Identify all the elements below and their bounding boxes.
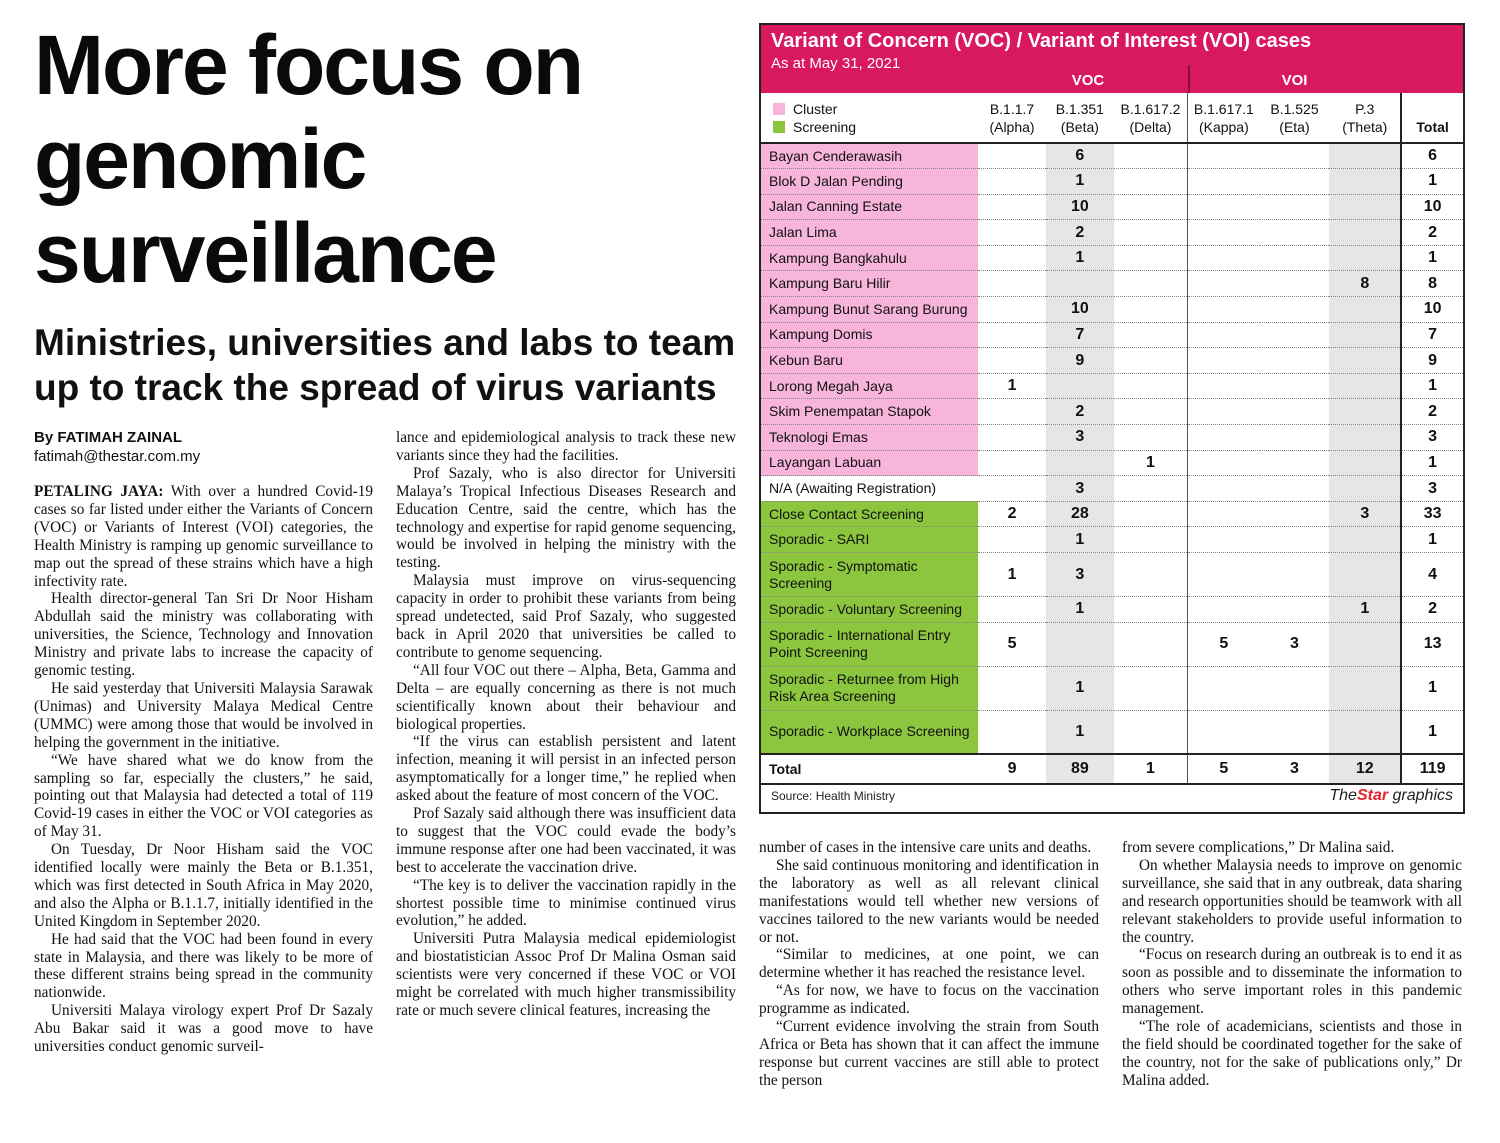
legend-item-screening: Screening — [773, 118, 978, 136]
cell-value: 1 — [1046, 169, 1114, 195]
cell-value — [1329, 220, 1401, 246]
paragraph: lance and epidemiological analysis to track these new variants since they had the facilities. — [396, 429, 736, 464]
row-total: 2 — [1401, 597, 1463, 623]
cell-value: 3 — [1046, 553, 1114, 597]
table-row — [761, 194, 1463, 220]
row-label: Jalan Canning Estate — [761, 194, 978, 220]
row-label: Kebun Baru — [761, 348, 978, 374]
cell-value: 6 — [1046, 143, 1114, 169]
cell-value — [1114, 271, 1188, 297]
row-total: 8 — [1401, 271, 1463, 297]
row-total: 1 — [1401, 373, 1463, 399]
cell-value — [1046, 622, 1114, 666]
cell-value: 1 — [978, 373, 1046, 399]
row-total: 6 — [1401, 143, 1463, 169]
paragraph: “We have shared what we do know from the sampling so far, especially the clusters,” he said, pointing out that Malaysia had detected a total of 119 Covid-19 cases in either the VOC or VOI categories as of May 31. — [34, 751, 373, 841]
cell-value — [1329, 373, 1401, 399]
paragraph: “Current evidence involving the strain from South Africa or Beta has shown that it can affect the immune response but current vaccines are still able to protect the person — [759, 1018, 1099, 1089]
row-label: N/A (Awaiting Registration) — [761, 476, 978, 502]
column-total: 89 — [1046, 754, 1114, 784]
cell-value — [1188, 143, 1260, 169]
paragraph: He had said that the VOC had been found in every state in Malaysia, and there was likely to be more of these different strains being spread in the community nationwide. — [34, 930, 373, 1002]
row-total: 1 — [1401, 245, 1463, 271]
cell-value — [1114, 297, 1188, 323]
cell-value — [978, 194, 1046, 220]
table-row — [761, 501, 1463, 527]
article-column-2 — [396, 429, 736, 1020]
cell-value — [1046, 271, 1114, 297]
column-total: 3 — [1260, 754, 1330, 784]
cell-value — [1329, 348, 1401, 374]
cell-value — [1260, 220, 1330, 246]
cell-value — [978, 271, 1046, 297]
paragraph: Prof Sazaly said although there was insufficient data to suggest that the VOC could evade the body’s immune response after one had been vaccinated, it was best to accelerate the vaccination drive. — [396, 805, 736, 876]
table-row — [761, 450, 1463, 476]
cell-value — [1329, 297, 1401, 323]
cell-value — [1114, 476, 1188, 502]
row-total: 3 — [1401, 425, 1463, 451]
byline — [34, 428, 374, 466]
cell-value — [1260, 322, 1330, 348]
cell-value — [1188, 194, 1260, 220]
cell-value — [1329, 245, 1401, 271]
cell-value: 1 — [978, 553, 1046, 597]
row-label: Close Contact Screening — [761, 501, 978, 527]
paragraph: number of cases in the intensive care units and deaths. — [759, 839, 1092, 856]
cell-value — [1329, 194, 1401, 220]
cell-value: 3 — [1329, 501, 1401, 527]
cell-value — [1329, 527, 1401, 553]
cell-value — [978, 450, 1046, 476]
cell-value — [978, 297, 1046, 323]
row-total: 33 — [1401, 501, 1463, 527]
row-label: Sporadic - SARI — [761, 527, 978, 553]
headline-line: genomic — [34, 112, 366, 206]
cell-value: 2 — [978, 501, 1046, 527]
row-label: Bayan Cenderawasih — [761, 143, 978, 169]
cell-value: 3 — [1046, 425, 1114, 451]
legend-item-cluster: Cluster — [773, 100, 978, 118]
source-note: Source: Health Ministry — [771, 789, 896, 803]
row-total: 1 — [1401, 666, 1463, 710]
column-header: B.1.351 (Beta) — [1046, 93, 1114, 143]
cell-value: 2 — [1046, 399, 1114, 425]
cell-value — [1260, 425, 1330, 451]
cell-value — [1260, 710, 1330, 754]
cell-value: 10 — [1046, 194, 1114, 220]
variant-cases-infographic — [759, 23, 1465, 814]
cell-value — [1329, 622, 1401, 666]
cell-value — [1188, 373, 1260, 399]
cell-value: 3 — [1260, 622, 1330, 666]
subhead-line: Ministries, universities and labs to team — [34, 322, 736, 363]
cell-value — [1188, 425, 1260, 451]
cell-value — [1114, 245, 1188, 271]
paragraph: “If the virus can establish persistent and latent infection, meaning it will persist in an infected person asymptomatically for a longer time,” he replied when asked about the feature of most concern of the VOC. — [396, 733, 736, 805]
cell-value — [1046, 450, 1114, 476]
paragraph: On Tuesday, Dr Noor Hisham said the VOC identified locally were mainly the Beta or B.1.351, which was first detected in South Africa in May 2020, and also the Alpha or B.1.1.7, initially identified in the United Kingdom in September 2020. — [34, 841, 373, 930]
cell-value — [1329, 666, 1401, 710]
author-name: By FATIMAH ZAINAL — [34, 429, 183, 446]
cell-value — [1114, 399, 1188, 425]
paragraph: “The role of academicians, scientists and those in the field should be coordinated together for the sake of the country, not for the sake of publications only,” Dr Malina added. — [1122, 1018, 1462, 1089]
cell-value — [1329, 322, 1401, 348]
subhead-line: up to track the spread of virus variants — [34, 367, 717, 408]
cell-value — [1114, 348, 1188, 374]
cell-value — [1329, 710, 1401, 754]
cell-value — [1188, 399, 1260, 425]
column-total: 9 — [978, 754, 1046, 784]
cell-value: 28 — [1046, 501, 1114, 527]
row-total: 7 — [1401, 322, 1463, 348]
cell-value — [1329, 143, 1401, 169]
cell-value — [1188, 271, 1260, 297]
cell-value — [1188, 322, 1260, 348]
cell-value — [1260, 666, 1330, 710]
cell-value — [1114, 710, 1188, 754]
cell-value: 1 — [1046, 710, 1114, 754]
table-header-row — [761, 93, 1463, 143]
cell-value — [1114, 666, 1188, 710]
table-row — [761, 710, 1463, 754]
voc-group-label: VOC — [1071, 72, 1105, 89]
table-row — [761, 373, 1463, 399]
cell-value — [1114, 169, 1188, 195]
row-label: Sporadic - Workplace Screening — [761, 710, 978, 754]
row-label: Kampung Baru Hilir — [761, 271, 978, 297]
cell-value — [1260, 194, 1330, 220]
cell-value — [1260, 553, 1330, 597]
paragraph: Universiti Putra Malaysia medical epidemiologist and biostatistician Assoc Prof Dr Malina Osman said scientists were very concerned if these VOC or VOI might be correlated with much higher transmissibility rate or much severe clinical features, increasing the — [396, 930, 736, 1019]
cell-value — [1114, 194, 1188, 220]
column-total: 1 — [1114, 754, 1188, 784]
row-label: Kampung Bunut Sarang Burung — [761, 297, 978, 323]
cell-value — [1260, 527, 1330, 553]
cell-value — [1188, 220, 1260, 246]
cell-value: 10 — [1046, 297, 1114, 323]
row-total: 1 — [1401, 450, 1463, 476]
cell-value: 5 — [1188, 622, 1260, 666]
headline-line: surveillance — [34, 206, 496, 300]
author-email[interactable]: fatimah@thestar.com.my — [34, 448, 201, 465]
table-row — [761, 597, 1463, 623]
infographic-footer — [761, 780, 1463, 812]
cell-value — [978, 527, 1046, 553]
cell-value — [1114, 322, 1188, 348]
table-row — [761, 622, 1463, 666]
dateline: PETALING JAYA: — [34, 483, 164, 500]
cell-value — [1260, 597, 1330, 623]
cell-value — [1260, 476, 1330, 502]
paragraph: Universiti Malaya virology expert Prof Dr Sazaly Abu Bakar said it was a good move to have universities conduct genomic surveil- — [34, 1002, 373, 1056]
row-total: 1 — [1401, 527, 1463, 553]
row-total: 9 — [1401, 348, 1463, 374]
cell-value — [978, 143, 1046, 169]
voi-group-label: VOI — [1281, 72, 1308, 89]
cell-value — [1260, 245, 1330, 271]
table-row — [761, 399, 1463, 425]
table-row — [761, 322, 1463, 348]
cell-value — [1188, 476, 1260, 502]
cell-value: 1 — [1046, 597, 1114, 623]
column-header: B.1.617.1 (Kappa) — [1188, 93, 1260, 143]
cell-value — [1114, 373, 1188, 399]
cell-value — [1188, 527, 1260, 553]
cell-value — [1114, 501, 1188, 527]
cell-value — [978, 399, 1046, 425]
cell-value — [978, 597, 1046, 623]
table-row — [761, 245, 1463, 271]
cell-value — [978, 425, 1046, 451]
star-logo: Star — [1356, 787, 1389, 804]
subheadline — [34, 320, 754, 410]
row-label: Blok D Jalan Pending — [761, 169, 978, 195]
cell-value: 1 — [1329, 597, 1401, 623]
cell-value — [1188, 450, 1260, 476]
screening-swatch — [773, 121, 785, 133]
cell-value: 9 — [1046, 348, 1114, 374]
cell-value — [1329, 169, 1401, 195]
cell-value — [1114, 553, 1188, 597]
row-total: 10 — [1401, 194, 1463, 220]
row-label: Sporadic - Voluntary Screening — [761, 597, 978, 623]
row-total: 1 — [1401, 169, 1463, 195]
table-row — [761, 553, 1463, 597]
table-row — [761, 220, 1463, 246]
row-total: 2 — [1401, 399, 1463, 425]
cell-value — [1188, 169, 1260, 195]
cell-value — [1329, 553, 1401, 597]
grand-total: 119 — [1401, 754, 1463, 784]
variant-table — [761, 93, 1463, 785]
row-total: 2 — [1401, 220, 1463, 246]
paragraph: He said yesterday that Universiti Malaysia Sarawak (Unimas) and University Malaya Medical Centre (UMMC) were among those that would be involved in helping the government in the initiative. — [34, 679, 373, 751]
table-row — [761, 425, 1463, 451]
article-column-1 — [34, 483, 373, 1056]
table-row — [761, 527, 1463, 553]
cell-value: 2 — [1046, 220, 1114, 246]
cell-value — [1188, 245, 1260, 271]
row-total: 4 — [1401, 553, 1463, 597]
article-column-3 — [759, 839, 1099, 1090]
column-header: B.1.617.2 (Delta) — [1114, 93, 1188, 143]
row-label: Sporadic - Returnee from High Risk Area Screening — [761, 666, 978, 710]
cell-value — [1329, 476, 1401, 502]
cell-value — [1114, 143, 1188, 169]
cell-value — [1046, 373, 1114, 399]
infographic-title: Variant of Concern (VOC) / Variant of Interest (VOI) cases — [771, 30, 1312, 52]
paragraph: Malaysia must improve on virus-sequencing capacity in order to prohibit these variants from being spread undetected, said Prof Sazaly, who suggested back in April 2020 that universities be called to contribute to genome sequencing. — [396, 572, 736, 661]
cell-value — [1260, 297, 1330, 323]
paragraph: “The key is to deliver the vaccination rapidly in the shortest possible time to minimise continued virus evolution,” he added. — [396, 876, 736, 930]
cell-value — [978, 476, 1046, 502]
cell-value — [1188, 501, 1260, 527]
paragraph: “All four VOC out there – Alpha, Beta, Gamma and Delta – are equally concerning as there is not much scientifically known about their behaviour and biological properties. — [396, 661, 736, 733]
cell-value: 5 — [978, 622, 1046, 666]
cell-value — [1188, 297, 1260, 323]
row-label: Kampung Bangkahulu — [761, 245, 978, 271]
cell-value — [1260, 169, 1330, 195]
row-label: Kampung Domis — [761, 322, 978, 348]
table-row — [761, 271, 1463, 297]
headline-line: More focus on — [34, 18, 583, 112]
paragraph: She said continuous monitoring and identification in the laboratory as well as all relevant clinical manifestations would tell whether new versions of vaccines tailored to the new variants would be needed or not. — [759, 856, 1099, 946]
paragraph: PETALING JAYA: With over a hundred Covid-19 cases so far listed under either the Variants of Concern (VOC) or Variants of Interest (VOI) categories, the Health Ministry is ramping up genomic surveillance to map out the spread of these strains which have a high infectivity rate. — [34, 483, 373, 590]
cell-value — [1260, 450, 1330, 476]
cell-value — [1114, 597, 1188, 623]
row-total: 3 — [1401, 476, 1463, 502]
table-row — [761, 297, 1463, 323]
cell-value — [1260, 348, 1330, 374]
cell-value: 7 — [1046, 322, 1114, 348]
table-row — [761, 348, 1463, 374]
cell-value — [978, 245, 1046, 271]
cell-value — [1260, 271, 1330, 297]
cell-value — [1260, 143, 1330, 169]
row-total: 1 — [1401, 710, 1463, 754]
cell-value: 3 — [1046, 476, 1114, 502]
cell-value — [1260, 399, 1330, 425]
cell-value — [1114, 220, 1188, 246]
cell-value: 1 — [1046, 527, 1114, 553]
cell-value — [1188, 348, 1260, 374]
row-total: 10 — [1401, 297, 1463, 323]
legend — [761, 93, 978, 143]
cell-value — [978, 348, 1046, 374]
graphics-credit: TheStar graphics — [1329, 787, 1453, 804]
column-header: P.3 (Theta) — [1329, 93, 1401, 143]
paragraph: On whether Malaysia needs to improve on genomic surveillance, she said that in any outbreak, data sharing and research opportunities should be teamwork with all relevant stakeholders to provide useful information to the country. — [1122, 856, 1462, 946]
paragraph: “Focus on research during an outbreak is to end it as soon as possible and to disseminate the information to others who serve important roles in this pandemic management. — [1122, 946, 1462, 1018]
row-label: Lorong Megah Jaya — [761, 373, 978, 399]
cell-value: 1 — [1114, 450, 1188, 476]
cell-value — [978, 322, 1046, 348]
article-column-4 — [1122, 839, 1462, 1090]
paragraph: Prof Sazaly, who is also director for Universiti Malaya’s Tropical Infectious Diseases Research and Education Centre, said the centre, which has the technology and expertise for rapid genome sequencing, would be involved in helping the ministry with the testing. — [396, 464, 736, 572]
column-total: 5 — [1188, 754, 1260, 784]
row-label: Teknologi Emas — [761, 425, 978, 451]
table-row — [761, 143, 1463, 169]
cell-value — [978, 710, 1046, 754]
row-label: Skim Penempatan Stapok — [761, 399, 978, 425]
cell-value — [1260, 501, 1330, 527]
cell-value — [1114, 527, 1188, 553]
paragraph: from severe complications,” Dr Malina said. — [1122, 839, 1395, 856]
cell-value — [1329, 450, 1401, 476]
cell-value: 8 — [1329, 271, 1401, 297]
row-total: 13 — [1401, 622, 1463, 666]
row-label: Jalan Lima — [761, 220, 978, 246]
cell-value: 1 — [1046, 666, 1114, 710]
headline — [34, 18, 734, 300]
total-column-header: Total — [1401, 93, 1463, 143]
cluster-swatch — [773, 103, 785, 115]
cell-value — [1114, 425, 1188, 451]
cell-value — [1188, 553, 1260, 597]
row-label: Layangan Labuan — [761, 450, 978, 476]
column-header: B.1.1.7 (Alpha) — [978, 93, 1046, 143]
cell-value — [1329, 399, 1401, 425]
column-header: B.1.525 (Eta) — [1260, 93, 1330, 143]
cell-value — [978, 220, 1046, 246]
cell-value — [1329, 425, 1401, 451]
cell-value — [1260, 373, 1330, 399]
paragraph: Health director-general Tan Sri Dr Noor Hisham Abdullah said the ministry was collaborating with universities, the Science, Technology and Innovation Ministry and private labs to increase the capacity of genomic testing. — [34, 590, 373, 680]
table-row — [761, 169, 1463, 195]
paragraph: “As for now, we have to focus on the vaccination programme as indicated. — [759, 982, 1099, 1018]
cell-value — [978, 169, 1046, 195]
cell-value — [978, 666, 1046, 710]
cell-value — [1188, 666, 1260, 710]
cell-value — [1188, 710, 1260, 754]
cell-value — [1114, 622, 1188, 666]
cell-value — [1188, 597, 1260, 623]
row-label: Sporadic - International Entry Point Screening — [761, 622, 978, 666]
table-row — [761, 666, 1463, 710]
totals-label: Total — [761, 754, 978, 784]
table-row — [761, 476, 1463, 502]
paragraph: “Similar to medicines, at one point, we can determine whether it has reached the resistance level. — [759, 946, 1099, 982]
cell-value: 1 — [1046, 245, 1114, 271]
infographic-date: As at May 31, 2021 — [771, 55, 901, 72]
row-label: Sporadic - Symptomatic Screening — [761, 553, 978, 597]
column-total: 12 — [1329, 754, 1401, 784]
infographic-header — [761, 25, 1463, 93]
